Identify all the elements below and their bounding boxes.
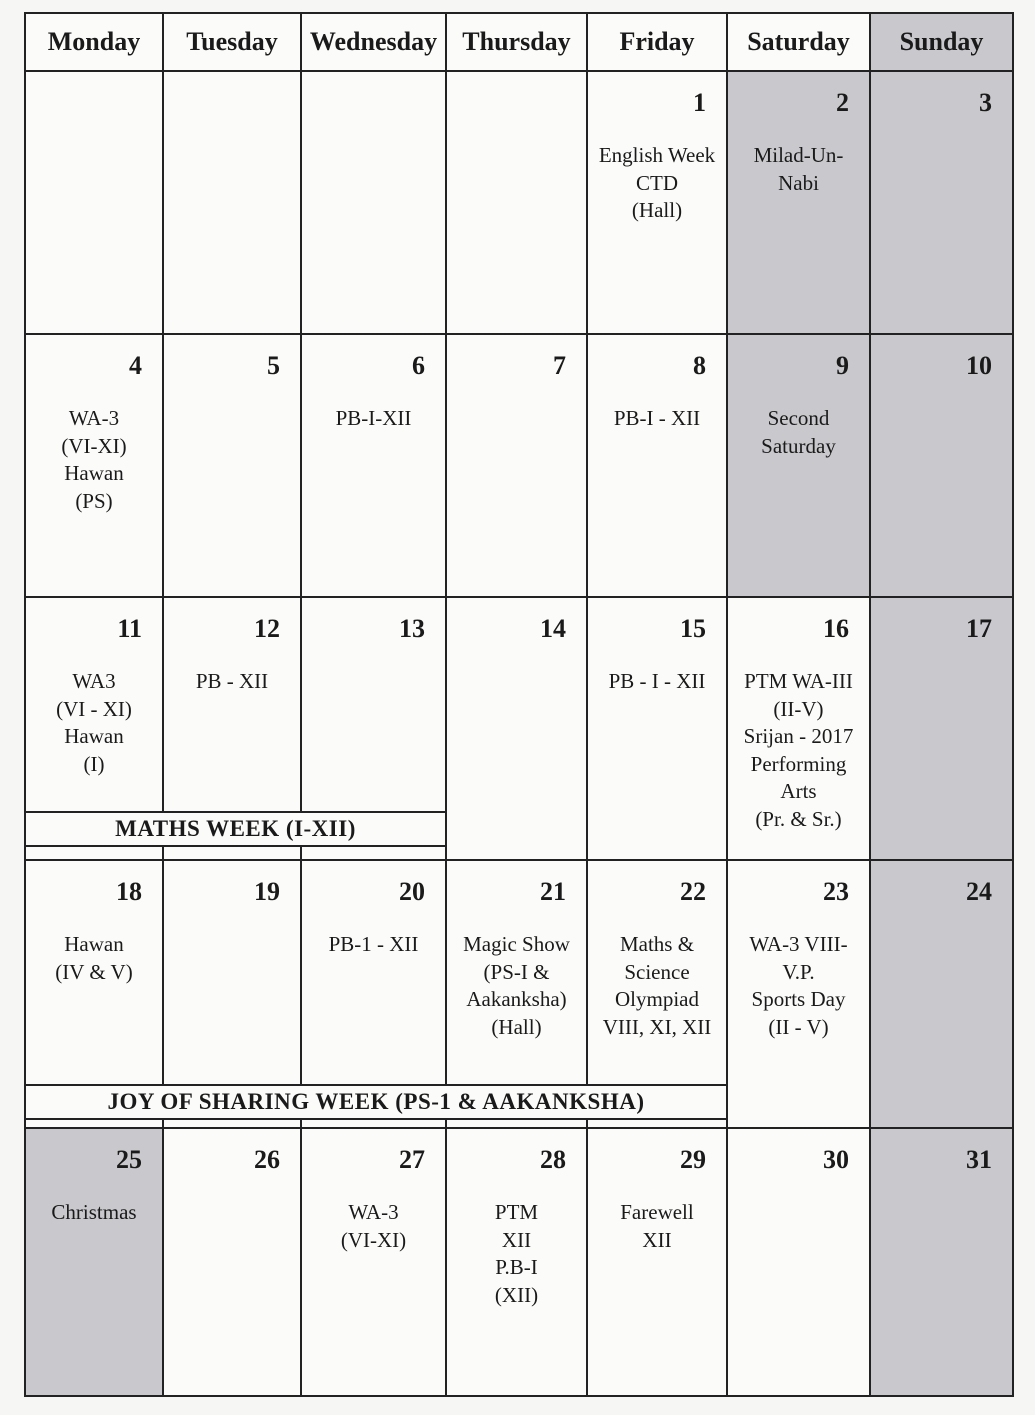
day-cell[interactable] bbox=[445, 333, 588, 598]
day-cell[interactable] bbox=[300, 1127, 447, 1397]
day-cell[interactable] bbox=[586, 596, 728, 861]
day-number: 17 bbox=[966, 614, 992, 643]
day-number: 7 bbox=[553, 351, 566, 380]
day-events: PTM WA-III (II-V) Srijan - 2017 Performing Arts (Pr. & Sr.) bbox=[743, 669, 854, 831]
day-cell[interactable] bbox=[869, 596, 1014, 861]
day-events: PB-I-XII bbox=[335, 406, 412, 430]
day-number: 20 bbox=[399, 877, 425, 906]
day-cell[interactable] bbox=[586, 1127, 728, 1397]
day-number: 13 bbox=[399, 614, 425, 643]
day-cell[interactable] bbox=[24, 1127, 164, 1397]
weekday-header-tuesday: Tuesday bbox=[162, 12, 302, 72]
day-number: 26 bbox=[254, 1145, 280, 1174]
day-number: 19 bbox=[254, 877, 280, 906]
weekday-header-monday: Monday bbox=[24, 12, 164, 72]
day-cell[interactable] bbox=[726, 70, 871, 335]
day-events: PB - I - XII bbox=[608, 669, 706, 693]
day-number: 2 bbox=[836, 88, 849, 117]
day-events: Milad-Un- Nabi bbox=[753, 143, 844, 195]
day-cell[interactable] bbox=[726, 333, 871, 598]
weekday-header-friday: Friday bbox=[586, 12, 728, 72]
day-cell[interactable] bbox=[300, 70, 447, 335]
day-cell[interactable] bbox=[586, 70, 728, 335]
day-events: Maths & Science Olympiad VIII, XI, XII bbox=[602, 932, 712, 1039]
weekday-header-sunday: Sunday bbox=[869, 12, 1014, 72]
day-number: 24 bbox=[966, 877, 992, 906]
day-cell[interactable] bbox=[300, 333, 447, 598]
day-number: 18 bbox=[116, 877, 142, 906]
day-events: Magic Show (PS-I & Aakanksha) (Hall) bbox=[463, 932, 570, 1039]
day-cell[interactable] bbox=[869, 1127, 1014, 1397]
day-cell[interactable] bbox=[162, 1127, 302, 1397]
day-number: 11 bbox=[117, 614, 142, 643]
day-number: 25 bbox=[116, 1145, 142, 1174]
day-number: 1 bbox=[693, 88, 706, 117]
day-events: PTM XII P.B-I (XII) bbox=[494, 1200, 539, 1307]
day-cell[interactable] bbox=[869, 70, 1014, 335]
weekday-header-saturday: Saturday bbox=[726, 12, 871, 72]
day-cell[interactable] bbox=[726, 1127, 871, 1397]
day-events: PB - XII bbox=[195, 669, 269, 693]
day-number: 6 bbox=[412, 351, 425, 380]
day-cell[interactable] bbox=[726, 596, 871, 861]
day-events: Hawan (IV & V) bbox=[55, 932, 133, 984]
day-cell[interactable] bbox=[586, 333, 728, 598]
day-cell[interactable] bbox=[445, 1127, 588, 1397]
day-number: 4 bbox=[129, 351, 142, 380]
day-events: Farewell XII bbox=[620, 1200, 694, 1252]
day-number: 23 bbox=[823, 877, 849, 906]
day-cell[interactable] bbox=[445, 596, 588, 861]
day-events: Christmas bbox=[51, 1200, 137, 1224]
day-number: 14 bbox=[540, 614, 566, 643]
day-number: 15 bbox=[680, 614, 706, 643]
day-events: PB-1 - XII bbox=[328, 932, 419, 956]
day-number: 29 bbox=[680, 1145, 706, 1174]
weekday-header-wednesday: Wednesday bbox=[300, 12, 447, 72]
day-number: 9 bbox=[836, 351, 849, 380]
day-events: WA3 (VI - XI) Hawan (I) bbox=[56, 669, 132, 776]
day-cell[interactable] bbox=[869, 859, 1014, 1129]
day-number: 8 bbox=[693, 351, 706, 380]
day-number: 21 bbox=[540, 877, 566, 906]
day-events: PB-I - XII bbox=[613, 406, 701, 430]
day-number: 16 bbox=[823, 614, 849, 643]
day-events: English Week CTD (Hall) bbox=[598, 143, 716, 222]
day-events: Second Saturday bbox=[761, 406, 836, 458]
day-cell[interactable] bbox=[726, 859, 871, 1129]
maths-week-banner: MATHS WEEK (I-XII) bbox=[24, 811, 447, 847]
day-cell[interactable] bbox=[445, 70, 588, 335]
day-number: 10 bbox=[966, 351, 992, 380]
day-cell[interactable] bbox=[869, 333, 1014, 598]
day-events: WA-3 (VI-XI) Hawan (PS) bbox=[61, 406, 127, 513]
joy-of-sharing-banner: JOY OF SHARING WEEK (PS-1 & AAKANKSHA) bbox=[24, 1084, 728, 1120]
day-number: 28 bbox=[540, 1145, 566, 1174]
day-cell[interactable] bbox=[162, 333, 302, 598]
day-number: 12 bbox=[254, 614, 280, 643]
day-events: WA-3 VIII- V.P. Sports Day (II - V) bbox=[749, 932, 848, 1039]
day-number: 3 bbox=[979, 88, 992, 117]
day-number: 31 bbox=[966, 1145, 992, 1174]
day-number: 30 bbox=[823, 1145, 849, 1174]
day-number: 22 bbox=[680, 877, 706, 906]
day-cell[interactable] bbox=[24, 70, 164, 335]
day-number: 5 bbox=[267, 351, 280, 380]
day-events: WA-3 (VI-XI) bbox=[340, 1200, 407, 1252]
day-number: 27 bbox=[399, 1145, 425, 1174]
weekday-header-thursday: Thursday bbox=[445, 12, 588, 72]
day-cell[interactable] bbox=[24, 333, 164, 598]
day-cell[interactable] bbox=[162, 70, 302, 335]
